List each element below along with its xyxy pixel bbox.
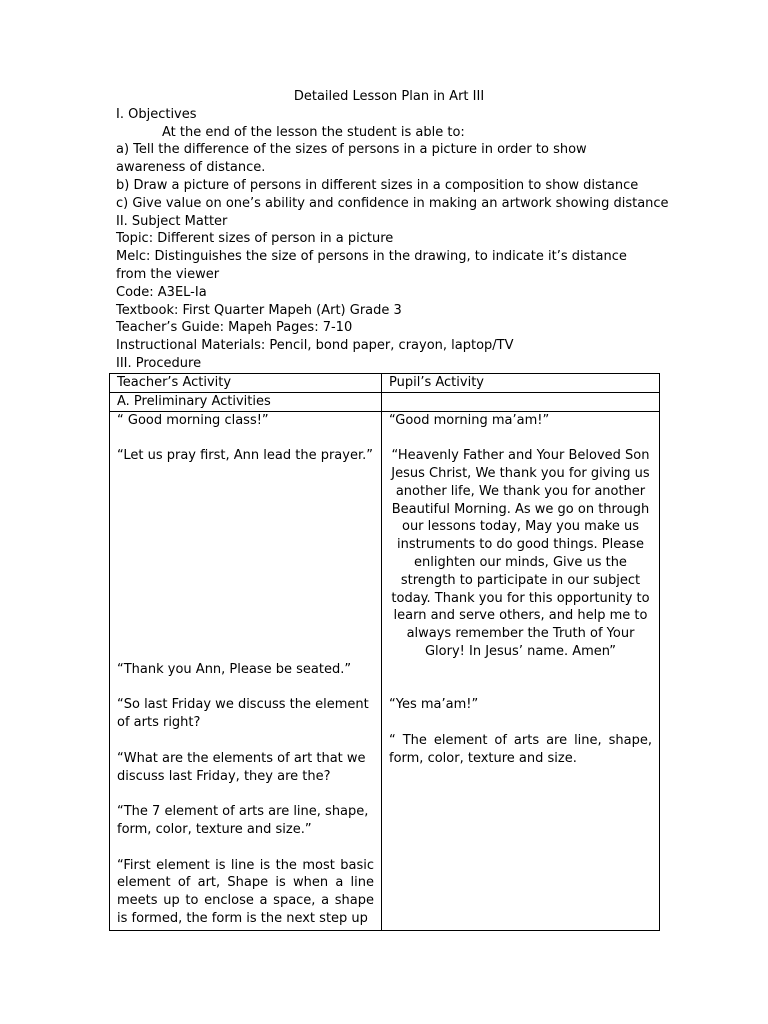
pupil-activity-cell <box>382 411 660 930</box>
pupil-prayer: “Heavenly Father and Your Beloved Son Jesus Christ, We thank you for giving us another life, We thank you for another Beautiful Morning. As we go on through our lessons today, May you make us instruments to do good things. Please enlighten our minds, Give us the strength to participate in our subject today. Thank you for this opportunity to learn and serve others, and help me to always remember the Truth of Your Glory! In Jesus’ name. Amen” <box>391 448 650 659</box>
procedure-heading: III. Procedure <box>116 355 202 371</box>
teacher-prayer-request: “Let us pray first, Ann lead the prayer.” <box>117 448 373 464</box>
objectives-intro: At the end of the lesson the student is able to: <box>162 124 465 140</box>
pupil-yes-answer: “Yes ma’am!” <box>389 697 479 713</box>
preliminary-activities-cell: A. Preliminary Activities <box>110 392 382 411</box>
teacher-activity-header: Teacher’s Activity <box>110 374 382 393</box>
pupil-activity-header: Pupil’s Activity <box>382 374 660 393</box>
teacher-elements-answer: “The 7 element of arts are line, shape, form, color, texture and size.” <box>117 804 369 837</box>
table-header-row <box>110 374 660 393</box>
code-line: Code: A3EL-Ia <box>116 284 207 300</box>
objective-a: a) Tell the difference of the sizes of persons in a picture in order to show awareness of distance. <box>116 142 587 176</box>
document-title: Detailed Lesson Plan in Art III <box>293 89 485 104</box>
lesson-plan-header <box>116 88 669 373</box>
teacher-review-question: “So last Friday we discuss the element of arts right? <box>117 697 369 731</box>
section-row <box>110 392 660 411</box>
objectives-heading: I. Objectives <box>116 106 197 122</box>
objective-c: c) Give value on one’s ability and confidence in making an artwork showing distance <box>116 195 669 211</box>
pupil-greeting: “Good morning ma’am!” <box>389 412 550 428</box>
procedure-table <box>109 373 660 931</box>
objective-b: b) Draw a picture of persons in different sizes in a composition to show distance <box>116 177 639 193</box>
textbook-line: Textbook: First Quarter Mapeh (Art) Grade 3 <box>116 302 402 318</box>
activity-row <box>110 411 660 930</box>
teacher-activity-cell <box>110 411 382 930</box>
teacher-elements-question: “What are the elements of art that we discuss last Friday, they are the? <box>117 750 366 784</box>
teacher-greeting: “ Good morning class!” <box>117 412 269 428</box>
subject-heading: II. Subject Matter <box>116 213 228 229</box>
teacher-thanks: “Thank you Ann, Please be seated.” <box>117 661 352 677</box>
pupil-elements-answer: “ The element of arts are line, shape, form, color, texture and size. <box>389 732 652 766</box>
teacher-elements-explanation: “First element is line is the most basic element of art, Shape is when a line meets up to enclose a space, a shape is formed, the form is the next step up <box>117 857 374 926</box>
materials-line: Instructional Materials: Pencil, bond paper, crayon, laptop/TV <box>116 338 514 354</box>
empty-cell <box>382 392 660 411</box>
guide-line: Teacher’s Guide: Mapeh Pages: 7-10 <box>116 320 353 336</box>
melc-line: Melc: Distinguishes the size of persons in the drawing, to indicate it’s distance from the viewer <box>116 249 627 282</box>
topic-line: Topic: Different sizes of person in a picture <box>116 231 394 247</box>
